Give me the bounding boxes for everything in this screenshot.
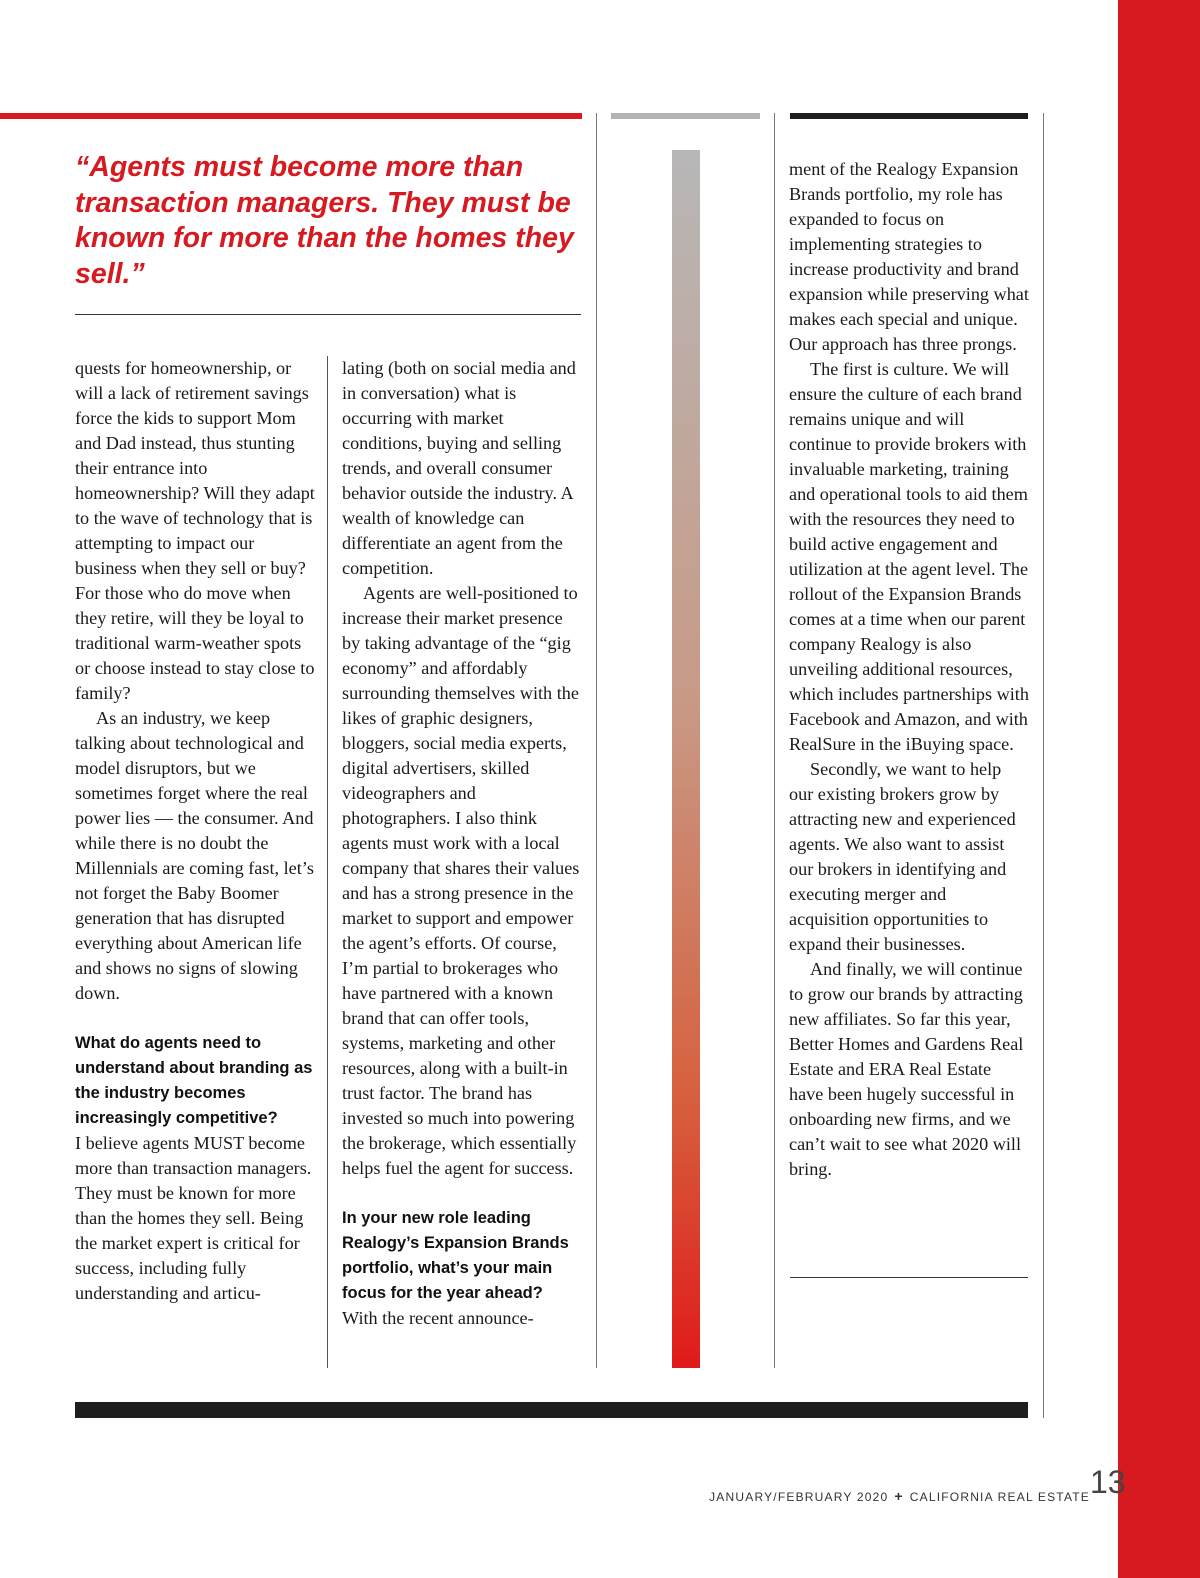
paragraph: quests for homeownership, or will a lack of retirement savings force the kids to support Mom and Dad instead, thus stunting their entrance into homeownership? Will they adapt to the wave of technology that is attempting to impact our business when they sell or buy? For those who do move when they retire, will they be loyal to traditional warm-weather spots or choose instead to stay close to family? xyxy=(75,358,315,703)
paragraph: ment of the Realogy Expansion Brands portfolio, my role has expanded to focus on implementing strategies to increase productivity and brand expansion while preserving what makes each special and unique. Our approach has three prongs. xyxy=(789,159,1029,354)
top-red-rule xyxy=(0,113,582,119)
paragraph: As an industry, we keep talking about technological and model disruptors, but we sometimes forget where the real power lies — the consumer. And while there is no doubt the Millennials are coming fast, let’s not forget the Baby Boomer generation that has disrupted everything about American life and shows no signs of slowing down. xyxy=(75,708,314,1003)
paragraph: With the recent announce- xyxy=(342,1308,534,1328)
footer-publication: CALIFORNIA REAL ESTATE xyxy=(909,1490,1090,1504)
paragraph: And finally, we will continue to grow our brands by attracting new affiliates. So far this year, Better Homes and Gardens Real Estate and ERA Real Estate have been hugely successful in onboarding new firms, and we can’t wait to see what 2020 will bring. xyxy=(789,959,1024,1179)
paragraph: Secondly, we want to help our existing brokers grow by attracting new and experienced agents. We also want to assist our brokers in identifying and executing merger and acquisition opportunities to expand their businesses. xyxy=(789,759,1016,954)
column-divider-mid xyxy=(596,113,597,1368)
paragraph: Agents are well-positioned to increase their market presence by taking advantage of the “gig economy” and affordably surrounding themselves with the likes of graphic designers, bloggers, social media experts, digital advertisers, skilled videographers and photographers. I also think agents must work with a local company that shares their values and has a strong presence in the market to support and empower the agent’s efforts. Of course, I’m partial to brokerages who have partnered with a known brand that can offer tools, systems, marketing and other resources, along with a built-in trust factor. The brand has invested so much into powering the brokerage, which essentially helps fuel the agent for success. xyxy=(342,583,580,1178)
page-number: 13 xyxy=(1090,1464,1126,1500)
bottom-black-bar xyxy=(75,1402,1028,1418)
column3-end-rule xyxy=(790,1277,1028,1278)
quote-underline-rule xyxy=(75,314,581,315)
column-divider-far-right xyxy=(1043,113,1044,1418)
interview-question: In your new role leading Realogy’s Expansion Brands portfolio, what’s your main focus for the year ahead? xyxy=(342,1209,569,1302)
plus-icon: + xyxy=(894,1488,904,1504)
pull-quote: “Agents must become more than transaction managers. They must be known for more than the homes they sell.” xyxy=(75,151,574,290)
paragraph: lating (both on social media and in conversation) what is occurring with market conditions, buying and selling trends, and overall consumer behavior outside the industry. A wealth of knowledge can differentiate an agent from the competition. xyxy=(342,358,576,578)
article-column-2 xyxy=(342,356,582,1331)
column-divider-left xyxy=(327,356,328,1368)
footer-issue-date: JANUARY/FEBRUARY 2020 xyxy=(709,1490,889,1504)
gradient-vertical-bar xyxy=(672,150,700,1368)
column-divider-right xyxy=(774,113,775,1368)
interview-question: What do agents need to understand about branding as the industry becomes increasingly competitive? xyxy=(75,1034,313,1127)
paragraph: The first is culture. We will ensure the culture of each brand remains unique and will continue to provide brokers with invaluable marketing, training and operational tools to aid them with the resources they need to build active engagement and utilization at the agent level. The rollout of the Expansion Brands comes at a time when our parent company Realogy is also unveiling additional resources, which includes partnerships with Facebook and Amazon, and with RealSure in the iBuying space. xyxy=(789,359,1029,754)
right-edge-red-bar xyxy=(1118,0,1200,1578)
page-footer xyxy=(560,1488,1090,1505)
top-gray-rule xyxy=(611,113,760,119)
paragraph: I believe agents MUST become more than transaction managers. They must be known for more than the homes they sell. Being the market expert is critical for success, including fully understanding and articu- xyxy=(75,1133,312,1303)
top-black-rule xyxy=(790,113,1028,119)
article-column-1 xyxy=(75,356,315,1306)
article-column-3 xyxy=(789,157,1029,1182)
